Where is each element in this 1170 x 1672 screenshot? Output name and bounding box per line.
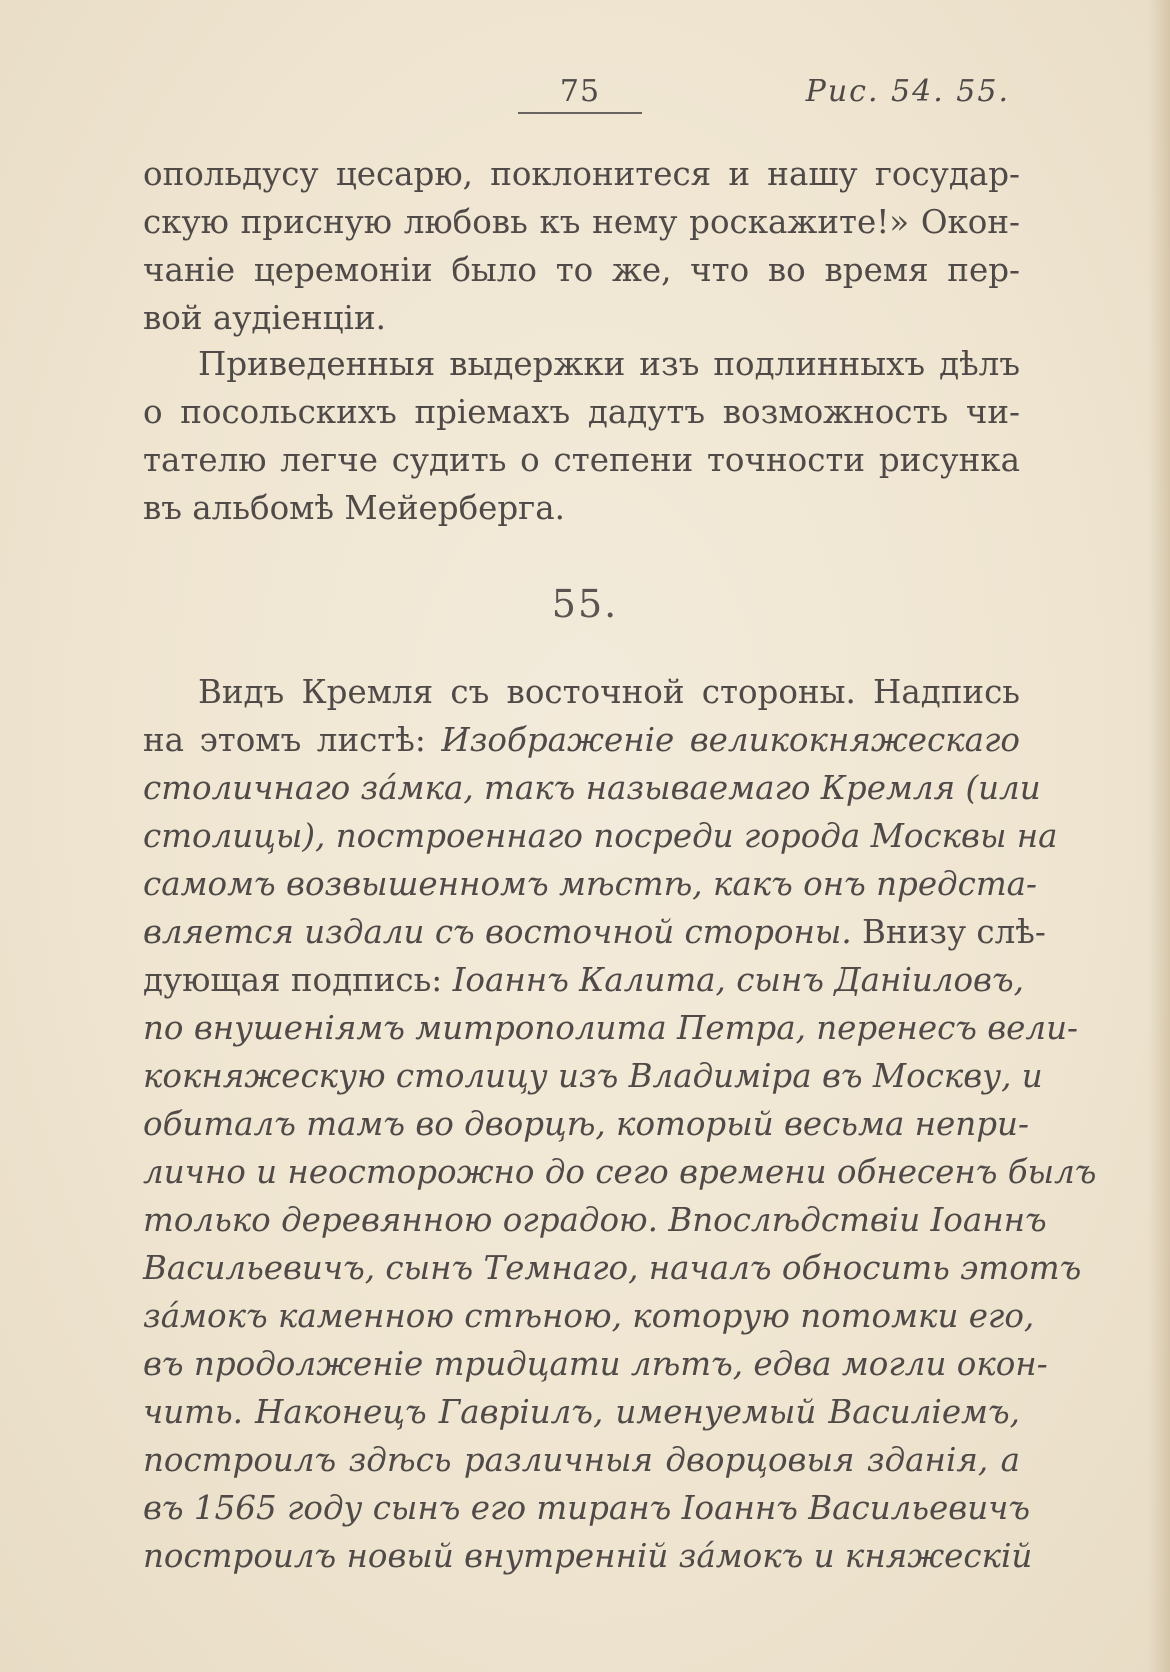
- text-line: по внушеніямъ митрополита Петра, перенесъ вели-: [143, 1009, 1079, 1047]
- text-line: Приведенныя выдержки изъ подлинныхъ дѣлъ: [198, 345, 1020, 383]
- text-line: лично и неосторожно до сего времени обнесенъ былъ: [143, 1153, 1097, 1191]
- text-line: чаніе церемоніи было то же, что во время пер-: [143, 251, 1020, 289]
- text-line: въ продолженіе тридцати лѣтъ, едва могли окон-: [143, 1345, 1048, 1383]
- running-head: Рис. 54. 55.: [805, 74, 1010, 109]
- text-line: столичнаго зáмка, такъ называемаго Кремля (или: [143, 769, 1041, 807]
- header-rule: [518, 112, 642, 114]
- text-line: дующая подпись: Іоаннъ Калита, сынъ Даніиловъ,: [143, 961, 1024, 999]
- text-line: кокняжескую столицу изъ Владиміра въ Москву, и: [143, 1057, 1043, 1095]
- text-line: самомъ возвышенномъ мѣстѣ, какъ онъ предста-: [143, 865, 1038, 903]
- text-line: о посольскихъ пріемахъ дадутъ возможность чи-: [143, 393, 1020, 431]
- section-number: 55.: [551, 582, 619, 626]
- text-line: только деревянною оградою. Впослѣдствіи Іоаннъ: [143, 1201, 1047, 1239]
- text-line: столицы), построеннаго посреди города Москвы на: [143, 817, 1058, 855]
- section-paragraph: [143, 668, 1097, 1580]
- paragraph-quotes: [143, 340, 1020, 532]
- page-number: 75: [559, 74, 601, 109]
- text-line: вой аудіенціи.: [143, 299, 386, 337]
- text-line: опольдусу цесарю, поклонитеся и нашу государ-: [143, 155, 1020, 193]
- text-line: Видъ Кремля съ восточной стороны. Надпись: [198, 673, 1020, 711]
- text-line: построилъ здѣсь различныя дворцовыя зданія, а: [143, 1441, 1020, 1479]
- text-line: вляется издали съ восточной стороны. Внизу слѣ-: [143, 913, 1046, 951]
- text-line: на этомъ листѣ: Изображеніе великокняжескаго: [143, 721, 1020, 759]
- text-line: скую присную любовь къ нему роскажите!» Окон-: [143, 203, 1020, 241]
- text-line: обиталъ тамъ во дворцѣ, который весьма непри-: [143, 1105, 1029, 1143]
- paragraph-continued: [143, 150, 1020, 342]
- text-line: тателю легче судить о степени точности рисунка: [143, 441, 1020, 479]
- text-line: въ альбомѣ Мейерберга.: [143, 489, 565, 527]
- text-line: въ 1565 году сынъ его тиранъ Іоаннъ Васильевичъ: [143, 1489, 1031, 1527]
- page-header: [0, 70, 1170, 120]
- text-line: Васильевичъ, сынъ Темнаго, началъ обносить этотъ: [143, 1249, 1082, 1287]
- text-line: зáмокъ каменною стѣною, которую потомки его,: [143, 1297, 1035, 1335]
- text-line: чить. Наконецъ Гавріилъ, именуемый Василіемъ,: [143, 1393, 1020, 1431]
- page-edge-shadow: [1148, 0, 1170, 1672]
- text-line: построилъ новый внутренній зáмокъ и княжескій: [143, 1537, 1033, 1575]
